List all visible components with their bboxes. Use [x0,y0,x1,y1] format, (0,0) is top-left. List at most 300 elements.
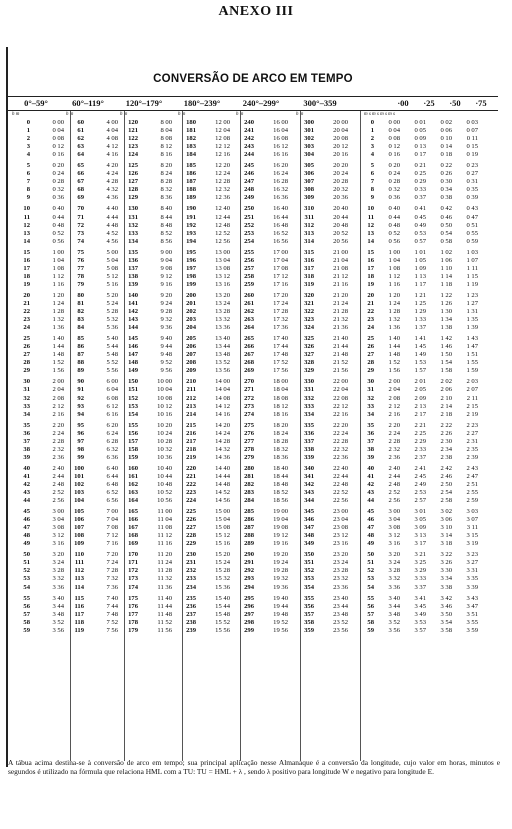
time-value: 0 11 [466,135,478,143]
table-row [120,292,172,300]
table-row [120,186,172,194]
degree-value: 214 [186,410,196,418]
table-row [364,127,478,135]
table-row [236,249,288,257]
time-value: 0 58 [440,237,452,245]
time-value: 2 04 [388,386,400,394]
degree-value: 143 [128,316,138,324]
time-value: 11 28 [157,567,172,575]
degree-value: 120 [128,119,138,126]
table-row [236,508,288,516]
time-value: 3 21 [414,551,426,559]
table-row [66,532,118,540]
time-value: 2 32 [388,445,400,453]
time-value: 2 50 [440,480,452,488]
time-value: 2 30 [440,437,452,445]
time-value: 1 28 [388,308,400,316]
table-row [236,135,288,143]
table-row [178,214,230,222]
arc-minute: 30 [367,378,374,386]
degree-value: 267 [244,351,254,359]
minutes-group [364,111,478,638]
degree-value: 150 [128,378,138,386]
table-row [236,351,288,359]
degree-value: 60 [77,119,84,126]
time-value: 1 04 [52,256,64,264]
degree-value: 187 [186,178,196,186]
degree-value: 101 [74,472,84,480]
degree-value: 241 [244,127,254,135]
time-value: 3 56 [388,626,400,634]
table-row [364,567,478,575]
time-value: 10 08 [157,394,172,402]
time-value: 3 32 [388,575,400,583]
table-row [364,351,478,359]
arc-minute: 23 [367,316,374,324]
time-value: 1 18 [440,280,452,288]
degree-value: 223 [186,489,196,497]
time-value: 1 31 [466,308,478,316]
table-row [236,403,288,411]
time-value: 20 24 [333,170,348,178]
degree-value: 163 [128,489,138,497]
table-row [296,127,348,135]
degree-group-4 [236,111,288,638]
time-value: 9 12 [160,272,172,280]
time-value: 1 12 [388,272,400,280]
time-value: 6 36 [106,453,118,461]
arc-minute: 47 [367,524,374,532]
degree-value: 182 [186,135,196,143]
time-value: 1 10 [440,264,452,272]
time-value: 3 14 [440,532,452,540]
time-value: 1 28 [52,308,64,316]
table-row [364,238,478,246]
table-row [12,627,64,635]
degree-value: 304 [304,151,314,159]
time-value: 23 48 [333,610,348,618]
table-title: CONVERSÃO DE ARCO EM TEMPO [153,73,353,85]
time-value: 18 56 [273,497,288,505]
time-value: 3 09 [414,524,426,532]
time-value: 11 24 [157,559,172,567]
time-value: 0 09 [414,135,426,143]
table-row [296,119,348,127]
time-value: 2 32 [52,445,64,453]
time-value: 9 16 [160,280,172,288]
time-value: 12 04 [215,127,230,135]
time-value: 2 54 [440,489,452,497]
table-row [296,524,348,532]
time-value: 3 47 [466,602,478,610]
time-value: 15 12 [215,532,230,540]
degree-value: 52 [23,567,30,575]
time-value: 8 24 [160,170,172,178]
time-value: 19 32 [273,575,288,583]
degree-value: 259 [244,280,254,288]
time-value: 14 52 [215,489,230,497]
time-value: 7 40 [106,594,118,602]
time-value: 14 20 [215,421,230,429]
degree-value: 283 [244,489,254,497]
table-row [236,575,288,583]
time-value: 2 05 [414,386,426,394]
table-row [364,367,478,375]
time-value: 22 16 [333,410,348,418]
table-row [12,386,64,394]
degree-value: 4 [26,151,30,159]
degree-value: 177 [128,610,138,618]
degree-value: 15 [23,248,30,256]
time-value: 14 56 [215,497,230,505]
table-row [236,532,288,540]
table-row [178,127,230,135]
table-row [12,143,64,151]
table-row [178,584,230,592]
degree-value: 199 [186,280,196,288]
table-row [12,343,64,351]
time-value: 6 28 [106,437,118,445]
time-value: 3 00 [388,508,400,516]
time-value: 0 42 [440,205,452,213]
time-value: 3 07 [466,516,478,524]
table-row [296,575,348,583]
header-180-239: 180°–239° [183,98,221,108]
degree-value: 167 [128,524,138,532]
time-value: 3 17 [414,540,426,548]
time-value: 2 01 [414,378,426,386]
table-row [120,162,172,170]
time-value: 23 12 [333,532,348,540]
table-row [364,119,478,127]
table-row [66,135,118,143]
degree-value: 27 [23,351,30,359]
time-value: 5 00 [106,248,118,256]
time-value: 3 54 [440,618,452,626]
table-row [178,438,230,446]
time-value: 6 12 [106,402,118,410]
table-row [236,524,288,532]
table-row [296,265,348,273]
arc-minute: 16 [367,256,374,264]
table-row [364,273,478,281]
arc-minute: 41 [367,472,374,480]
table-row [66,230,118,238]
time-value: 11 16 [157,540,172,548]
time-value: 7 00 [106,508,118,516]
row-gap [236,635,288,638]
degree-value: 25 [23,335,30,343]
time-value: 14 04 [215,386,230,394]
table-row [12,551,64,559]
time-value: 2 02 [440,378,452,386]
degree-value: 53 [23,575,30,583]
time-value: 3 29 [414,567,426,575]
table-row [66,351,118,359]
degree-value: 97 [77,437,84,445]
table-row [364,584,478,592]
time-value: 2 39 [466,453,478,461]
degree-value: 73 [77,229,84,237]
table-row [66,473,118,481]
table-row [120,170,172,178]
time-value: 11 12 [157,532,172,540]
table-row [120,567,172,575]
table-row [66,343,118,351]
degree-value: 284 [244,497,254,505]
degree-value: 59 [23,626,30,634]
table-row [178,446,230,454]
time-value: 8 20 [160,162,172,170]
time-value: 3 26 [440,559,452,567]
degree-value: 249 [244,194,254,202]
table-row [12,273,64,281]
arc-minute: 13 [367,229,374,237]
table-row [120,230,172,238]
time-value: 22 20 [333,421,348,429]
table-row [66,438,118,446]
degree-value: 237 [186,610,196,618]
time-value: 1 01 [414,248,426,256]
table-row [178,324,230,332]
time-value: 2 08 [52,394,64,402]
table-row [66,481,118,489]
degree-value: 352 [304,567,314,575]
time-value: 13 04 [215,256,230,264]
units-label: h m [120,112,128,117]
time-value: 2 57 [414,497,426,505]
time-value: 1 40 [52,335,64,343]
table-row [12,119,64,127]
time-value: 12 08 [215,135,230,143]
time-value: 23 20 [333,551,348,559]
degree-value: 287 [244,524,254,532]
table-row [178,367,230,375]
time-value: 0 30 [440,178,452,186]
time-value: 2 10 [440,394,452,402]
time-value: 3 48 [52,610,64,618]
degree-group-3 [178,111,230,638]
degree-value: 72 [77,221,84,229]
time-value: 2 03 [466,378,478,386]
degree-value: 57 [23,610,30,618]
table-row [178,205,230,213]
time-value: 22 32 [333,445,348,453]
arc-minute: 9 [370,194,374,202]
time-value: 0 47 [466,213,478,221]
table-row [12,595,64,603]
table-row [236,343,288,351]
time-value: 0 18 [440,151,452,159]
degree-value: 165 [128,508,138,516]
table-row [236,170,288,178]
time-value: 10 52 [157,489,172,497]
arc-minute: 37 [367,437,374,445]
time-value: 8 56 [160,237,172,245]
time-value: 0 55 [466,229,478,237]
table-row [178,619,230,627]
degree-value: 102 [74,480,84,488]
degree-value: 162 [128,480,138,488]
time-value: 15 44 [215,602,230,610]
time-value: 3 55 [466,618,478,626]
time-value: 1 17 [414,280,426,288]
time-value: 2 23 [466,421,478,429]
time-value: 0 32 [52,186,64,194]
time-value: 18 20 [273,421,288,429]
table-row [364,422,478,430]
degree-value: 88 [77,359,84,367]
time-value: 3 37 [414,583,426,591]
table-row [364,481,478,489]
table-row [12,292,64,300]
table-row [236,619,288,627]
time-value: 1 21 [414,291,426,299]
time-value: 2 18 [440,410,452,418]
time-value: 3 27 [466,559,478,567]
time-value: 13 16 [215,280,230,288]
degree-value: 79 [77,280,84,288]
time-value: 1 20 [52,291,64,299]
degree-value: 18 [23,272,30,280]
time-value: 9 32 [160,316,172,324]
degree-value: 50 [23,551,30,559]
time-value: 0 40 [388,205,400,213]
degree-value: 295 [244,594,254,602]
time-value: 13 12 [215,272,230,280]
time-value: 15 08 [215,524,230,532]
degree-value: 181 [186,127,196,135]
time-value: 19 28 [273,567,288,575]
degree-value: 233 [186,575,196,583]
time-value: 3 49 [414,610,426,618]
time-value: 3 36 [388,583,400,591]
degree-value: 71 [77,213,84,221]
degree-value: 114 [74,583,84,591]
table-row [178,481,230,489]
degree-value: 66 [77,170,84,178]
degree-value: 172 [128,567,138,575]
table-row [12,178,64,186]
time-value: 7 16 [106,540,118,548]
time-value: 0 13 [414,143,426,151]
table-row [66,559,118,567]
table-row [66,584,118,592]
table-row [120,627,172,635]
time-value: 17 40 [273,335,288,343]
time-value: 22 48 [333,480,348,488]
table-row [236,265,288,273]
table-row [12,308,64,316]
degree-value: 236 [186,602,196,610]
degree-value: 221 [186,472,196,480]
degree-value: 122 [128,135,138,143]
degree-value: 333 [304,402,314,410]
time-value: 0 48 [52,221,64,229]
time-value: 3 16 [52,540,64,548]
degree-value: 192 [186,221,196,229]
degree-value: 164 [128,497,138,505]
table-row [364,508,478,516]
time-value: 0 45 [414,213,426,221]
degree-value: 34 [23,410,30,418]
degree-value: 308 [304,186,314,194]
degree-value: 12 [23,221,30,229]
table-row [120,532,172,540]
table-row [236,446,288,454]
table-row [364,257,478,265]
time-value: 11 48 [157,610,172,618]
time-value: 19 24 [273,559,288,567]
time-value: 0 37 [414,194,426,202]
table-row [66,265,118,273]
degree-value: 260 [244,291,254,299]
time-value: 15 52 [215,618,230,626]
table-row [120,446,172,454]
time-value: 9 40 [160,335,172,343]
time-value: 3 32 [52,575,64,583]
degree-value: 22 [23,308,30,316]
table-row [296,178,348,186]
time-value: 0 44 [388,213,400,221]
row-gap [12,635,64,638]
time-value: 20 40 [333,205,348,213]
table-row [178,575,230,583]
time-value: 6 00 [106,378,118,386]
time-value: 7 12 [106,532,118,540]
time-value: 12 28 [215,178,230,186]
table-row [120,135,172,143]
degree-value: 145 [128,335,138,343]
time-value: 10 40 [157,464,172,472]
table-row [66,619,118,627]
time-value: 3 57 [414,626,426,634]
degree-value: 95 [77,421,84,429]
degree-value: 314 [304,237,314,245]
time-value: 1 15 [466,272,478,280]
degree-value: 272 [244,394,254,402]
degree-value: 296 [244,602,254,610]
table-row [66,186,118,194]
degree-value: 271 [244,386,254,394]
time-value: 0 36 [388,194,400,202]
time-value: 18 44 [273,472,288,480]
time-value: 4 56 [106,237,118,245]
degree-value: 121 [128,127,138,135]
arc-minute: 25 [367,335,374,343]
time-value: 21 32 [333,316,348,324]
degree-value: 218 [186,445,196,453]
units-label: h m [296,112,304,117]
degree-value: 245 [244,162,254,170]
degree-group-5 [296,111,348,638]
time-value: 3 42 [440,594,452,602]
table-row [236,205,288,213]
table-row [12,359,64,367]
time-value: 15 28 [215,567,230,575]
time-value: 2 58 [440,497,452,505]
time-value: 14 24 [215,429,230,437]
degree-value: 158 [128,445,138,453]
degree-value: 3 [26,143,30,151]
table-row [364,162,478,170]
time-value: 17 28 [273,308,288,316]
time-value: 20 48 [333,221,348,229]
time-value: 5 52 [106,359,118,367]
degree-value: 302 [304,135,314,143]
degree-value: 206 [186,343,196,351]
time-value: 0 38 [440,194,452,202]
